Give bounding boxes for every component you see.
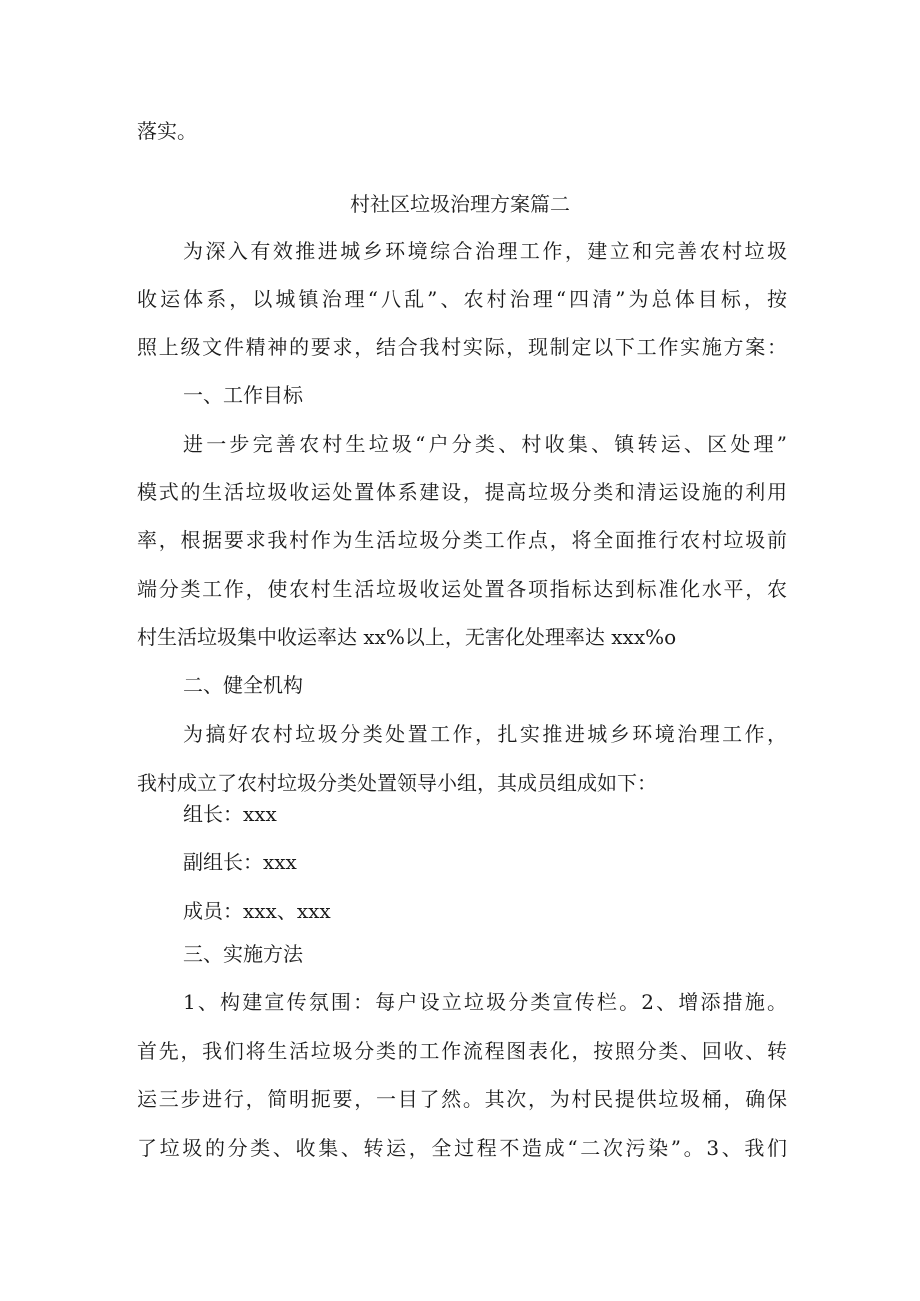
section-heading: 二、健全机构 — [183, 673, 303, 697]
member-line: 副组长：xxx — [183, 850, 297, 874]
text-line: 1、构建宣传氛围：每户设立垃圾分类宣传栏。2、增添措施。 — [183, 990, 787, 1014]
text-line: 端分类工作，使农村生活垃圾收运处置各项指标达到标准化水平，农 — [137, 577, 787, 601]
text-line: 模式的生活垃圾收运处置体系建设，提高垃圾分类和清运设施的利用 — [137, 480, 787, 504]
text-line: 我村成立了农村垃圾分类处置领导小组，其成员组成如下： — [137, 771, 657, 795]
text-line: 落实。 — [137, 119, 197, 143]
section-title: 村社区垃圾治理方案篇二 — [350, 192, 570, 216]
member-line: 组长：xxx — [183, 802, 277, 826]
text-line: 为深入有效推进城乡环境综合治理工作，建立和完善农村垃圾 — [183, 239, 787, 263]
text-line: 率，根据要求我村作为生活垃圾分类工作点，将全面推行农村垃圾前 — [137, 528, 787, 552]
section-heading: 一、工作目标 — [183, 383, 303, 407]
section-heading: 三、实施方法 — [183, 942, 303, 966]
text-line: 收运体系，以城镇治理“八乱”、农村治理“四清”为总体目标，按 — [137, 287, 787, 311]
text-line: 首先，我们将生活垃圾分类的工作流程图表化，按照分类、回收、转 — [137, 1039, 787, 1063]
text-line: 村生活垃圾集中收运率达 xx%以上，无害化处理率达 xxx%o — [137, 625, 677, 649]
text-line: 进一步完善农村生垃圾“户分类、村收集、镇转运、区处理” — [183, 432, 787, 456]
text-line: 照上级文件精神的要求，结合我村实际，现制定以下工作实施方案： — [137, 335, 787, 359]
text-line: 运三步进行，简明扼要，一目了然。其次，为村民提供垃圾桶，确保 — [137, 1087, 787, 1111]
text-line: 为搞好农村垃圾分类处置工作，扎实推进城乡环境治理工作， — [183, 722, 787, 746]
text-line: 了垃圾的分类、收集、转运，全过程不造成“二次污染”。3、我们 — [137, 1136, 787, 1160]
member-line: 成员：xxx、xxx — [183, 899, 331, 923]
